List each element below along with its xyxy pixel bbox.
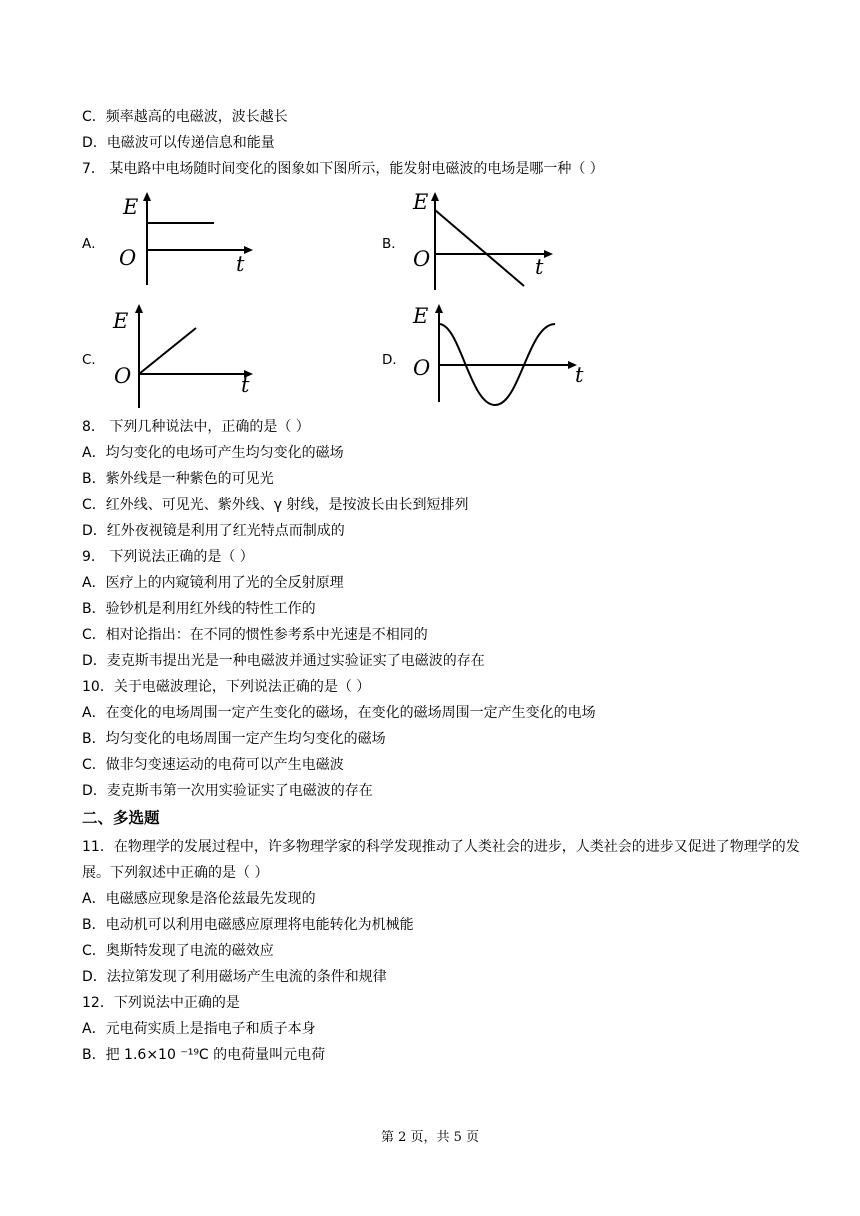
question-11-option-a: A．电磁感应现象是洛伦兹最先发现的 (82, 891, 316, 907)
graph-curve (139, 328, 196, 374)
question-7-stem: 7． 某电路中电场随时间变化的图象如下图所示，能发射电磁波的电场是哪一种（ ） (82, 161, 604, 177)
line-6c: C．频率越高的电磁波，波长越长 (82, 109, 288, 125)
y-axis-arrow (431, 192, 439, 201)
option-a-label: A． (82, 236, 105, 252)
section-heading: 二、多选题 (82, 809, 160, 827)
question-10-option-c: C．做非匀变速运动的电荷可以产生电磁波 (82, 757, 344, 773)
x-axis-arrow (244, 246, 253, 254)
axis-label-t: t (535, 255, 544, 279)
graph-c-increasing (110, 302, 260, 412)
option-d-label: D． (382, 352, 406, 368)
graph-b-decreasing (410, 190, 560, 290)
x-axis-arrow (544, 250, 553, 258)
question-10-stem: 10．关于电磁波理论，下列说法正确的是（ ） (82, 679, 371, 695)
question-8-stem: 8． 下列几种说法中，正确的是（ ） (82, 419, 310, 435)
option-c-label: C． (82, 352, 105, 368)
axis-label-e: E (413, 190, 429, 214)
origin-label: O (413, 356, 431, 380)
question-10-option-a: A．在变化的电场周围一定产生变化的磁场，在变化的磁场周围一定产生变化的电场 (82, 705, 596, 721)
question-9-option-c: C．相对论指出：在不同的惯性参考系中光速是不相同的 (82, 627, 428, 643)
axis-label-e: E (123, 195, 139, 219)
question-8-option-a: A．均匀变化的电场可产生均匀变化的磁场 (82, 445, 344, 461)
question-11-stem: 11．在物理学的发展过程中，许多物理学家的科学发现推动了人类社会的进步，人类社会的进步又促进了物理学的发展。下列叙述中正确的是（ ） (82, 839, 800, 881)
origin-label: O (114, 364, 132, 388)
page-footer: 第 2 页，共 5 页 (380, 1130, 480, 1145)
question-11-option-b: B．电动机可以利用电磁感应原理将电能转化为机械能 (82, 917, 414, 933)
question-9-stem: 9． 下列说法正确的是（ ） (82, 549, 254, 565)
question-9-option-d: D．麦克斯韦提出光是一种电磁波并通过实验证实了电磁波的存在 (82, 653, 485, 669)
question-9-option-a: A．医疗上的内窥镜利用了光的全反射原理 (82, 575, 344, 591)
question-8-option-d: D．红外夜视镜是利用了红光特点而制成的 (82, 523, 345, 539)
question-8-option-c: C．红外线、可见光、紫外线、γ 射线，是按波长由长到短排列 (82, 497, 469, 513)
origin-label: O (119, 246, 137, 270)
line-6d: D．电磁波可以传递信息和能量 (82, 135, 275, 151)
question-12-stem: 12．下列说法中正确的是 (82, 995, 240, 1011)
question-12-option-a: A．元电荷实质上是指电子和质子本身 (82, 1021, 316, 1037)
question-11-option-d: D．法拉第发现了利用磁场产生电流的条件和规律 (82, 969, 387, 985)
question-10-option-d: D．麦克斯韦第一次用实验证实了电磁波的存在 (82, 783, 373, 799)
axis-label-t: t (241, 373, 250, 397)
axis-label-t: t (236, 252, 245, 276)
axis-label-e: E (413, 304, 429, 328)
y-axis-arrow (143, 192, 151, 201)
y-axis-arrow (135, 304, 143, 313)
axis-label-e: E (113, 309, 129, 333)
graph-d-sine (410, 302, 590, 412)
question-11-option-c: C．奥斯特发现了电流的磁效应 (82, 943, 274, 959)
question-9-option-b: B．验钞机是利用红外线的特性工作的 (82, 601, 316, 617)
axis-label-t: t (575, 363, 584, 387)
question-10-option-b: B．均匀变化的电场周围一定产生均匀变化的磁场 (82, 731, 386, 747)
origin-label: O (413, 247, 431, 271)
question-8-option-b: B．紫外线是一种紫色的可见光 (82, 471, 274, 487)
question-12-option-b: B．把 1.6×10 ⁻¹⁹C 的电荷量叫元电荷 (82, 1047, 326, 1063)
y-axis-arrow (435, 304, 443, 313)
graph-a-constant (110, 190, 260, 290)
graph-curve (435, 210, 524, 286)
option-b-label: B． (382, 236, 405, 252)
